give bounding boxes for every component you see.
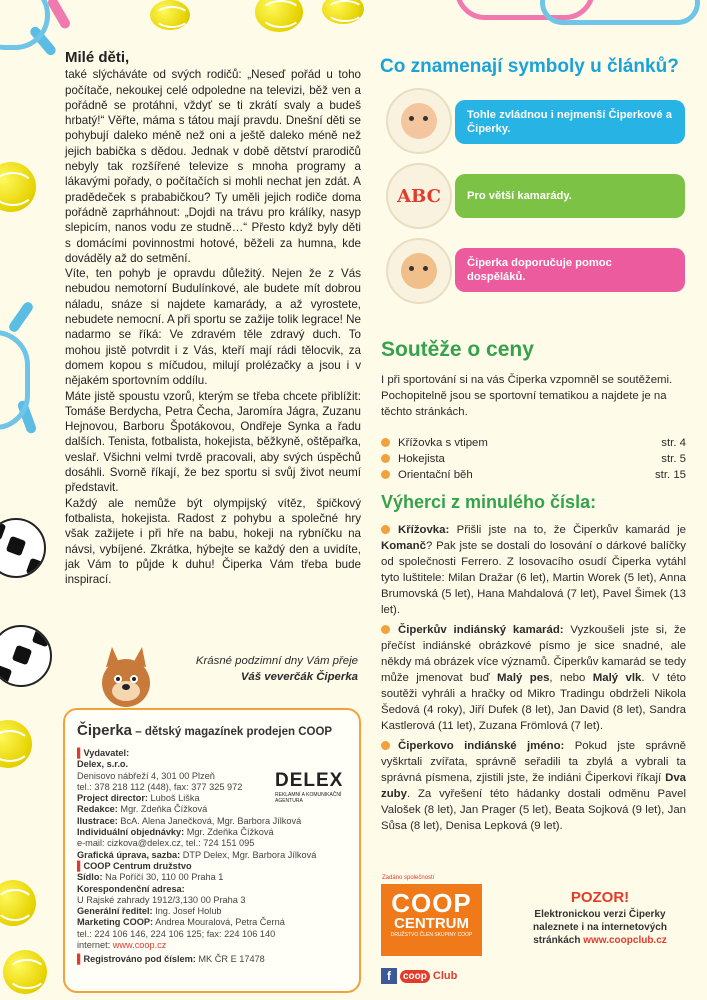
publisher-address: Denisovo nábřeží 4, 301 00 Plzeň — [77, 770, 215, 781]
editor-label: Redakce: — [77, 804, 118, 815]
notice-box — [512, 888, 688, 947]
project-label: Project director: — [77, 793, 148, 804]
editorial-letter — [65, 50, 361, 587]
contact-email: e-mail: cizkova@delex.cz, tel.: 724 151 095 — [77, 838, 255, 849]
tennis-ball-icon — [322, 0, 364, 24]
signature-line: Krásné podzimní dny Vám přeje — [195, 655, 358, 667]
registration-value: MK ČR E 17478 — [198, 954, 265, 965]
correspondence-value: U Rajské zahrady 1912/3,130 00 Praha 3 — [77, 894, 246, 905]
notice-text: stránkách — [533, 935, 584, 946]
internet-label: internet: — [77, 940, 113, 951]
contests-list — [381, 435, 686, 483]
tennis-ball-icon — [255, 0, 303, 32]
letter-greeting: Milé děti, — [65, 49, 130, 66]
winners-paragraph: Křížovka: Přišli jste na to, že Čiperkův kamarád je Komanč? Pak jste se dostali do losování o dárkové balíčky od společnosti Ferrero. Z losovacího osudí Čiperka vytáhl tyto luštitele: Milan Dražar (6 let), Martin Worek (5 let), Anna Brumovská (5 let), Hana Mahdalová (7 let), Pavel Šimek (13 let). — [381, 524, 686, 616]
tennis-ball-icon — [0, 880, 36, 926]
rope-handle-icon — [46, 0, 72, 30]
coop-logo-line2: CENTRUM — [394, 915, 469, 932]
notice-line: naleznete i na internetových — [533, 922, 667, 933]
contests-title: Soutěže o ceny — [381, 338, 534, 361]
abc-label: ABC — [397, 185, 441, 207]
letter-paragraph: Víte, ten pohyb je opravdu důležitý. Nejen že z Vás nebudou nemotorní Budulínkové, ale budete mít dobrou náladu, snáze si najdete kamarády, a až vyrostete, nebudete nemocní. A při sportu se zažije tolik legrace! Ne nadarmo se říká: Ve zdravém těle zdravý duch. To mohou jistě potvrdit i z Vás, kteří mají rádi tělocvik, za domem kopou s míčudou, milují prolézačky a jsou i v nějakém sportovním oddílu. — [65, 267, 361, 388]
imprint-subtitle: – dětský magazínek prodejen COOP — [132, 726, 333, 738]
marketing-label: Marketing COOP: — [77, 917, 154, 928]
coop-label: COOP Centrum družstvo — [83, 860, 192, 871]
coop-logo-tagline: DRUŽSTVO ČLEN SKUPINY COOP — [390, 932, 473, 938]
list-item[interactable] — [381, 435, 686, 451]
contest-page: str. 5 — [661, 453, 686, 465]
coopclub-link[interactable]: www.coopclub.cz — [583, 935, 667, 946]
seat-value: Na Poříčí 30, 110 00 Praha 1 — [105, 872, 224, 883]
letter-signature — [150, 653, 358, 685]
delex-logo-text: DELEX — [275, 770, 344, 791]
contest-page: str. 4 — [661, 437, 686, 449]
soccer-ball-icon — [0, 625, 52, 687]
coop-logo-small: coop — [400, 970, 430, 983]
delex-tagline: REKLAMNÍ A KOMUNIKAČNÍ AGENTURA — [275, 792, 342, 804]
winners-text — [381, 522, 686, 838]
director-value: Ing. Josef Holub — [155, 906, 222, 917]
winners-paragraph: Čiperkovo indiánské jméno: Pokud jste správně vyškrtali zvířata, správně seřadili ta zbylá a vybrali ta správná písmena, zjistili jste, že indiáni Čiperkovi říkají Dva zuby. Za vyřešení této hádanky dostali odměnu Pavel Valošek (8 let), Jan Prager (5 let), Beata Sojková (9 let), Jan Sůsa (8 let), Denisa Lepková (9 let). — [381, 740, 686, 832]
contest-name: Křížovka s vtipem — [398, 437, 488, 449]
publisher-label: Vydavatel: — [83, 748, 130, 758]
baby-face-icon — [386, 88, 452, 154]
symbol-item-little: Tohle zvládnou i nejmenší Čiperkové a Čiperky. — [455, 100, 685, 144]
list-item[interactable] — [381, 467, 686, 483]
design-value: DTP Delex, Mgr. Barbora Jílková — [182, 849, 317, 860]
marketing-value: Andrea Mouralová, Petra Černá — [155, 917, 285, 928]
tennis-ball-icon — [3, 950, 47, 994]
family-icon — [386, 238, 452, 304]
club-label: Club — [432, 970, 458, 982]
correspondence-label: Korespondenční adresa: — [77, 883, 185, 894]
imprint-title — [77, 722, 332, 739]
illustration-value: BcA. Alena Janečková, Mgr. Barbora Jílková — [120, 815, 302, 826]
publisher-phone: tel.: 378 218 112 (448), fax: 377 325 972 — [77, 781, 243, 792]
letter-paragraph: Každý ale nemůže být olympijský vítěz, špičkový fotbalista, hokejista. Radost z pohybu a společné hry však zažijete i při hře na babu, hokeji na rybníčku na návsi, vybíjené. Zkrátka, hýbejte se každý den a uvidíte, jak Vám to půjde k duhu! Čiperka Vám třeba bude inspirací. — [65, 496, 361, 587]
contests-text: I při sportování si na vás Čiperka vzpomněl se soutěžemi. Pochopitelně jsou se sportovní tematikou a najdete je na těchto stránkách. — [381, 374, 673, 418]
editor-value: Mgr. Zdeňka Čížková — [120, 804, 208, 815]
list-item[interactable] — [381, 451, 686, 467]
illustration-label: Ilustrace: — [77, 815, 118, 826]
contest-name: Orientační běh — [398, 469, 473, 481]
registration-label: Registrováno pod číslem: — [83, 954, 196, 965]
seat-label: Sídlo: — [77, 872, 103, 883]
marketing-phone: tel.: 224 106 146, 224 106 125; fax: 224 106 140 — [77, 928, 276, 939]
sponsor-label: Zadáno společností — [382, 875, 435, 881]
symbols-title: Co znamenají symboly u článků? — [380, 56, 679, 77]
notice-line: Elektronickou verzi Čiperky — [534, 909, 666, 920]
letter-paragraph: Máte jistě spoustu vzorů, kterým se třeba chcete přiblížit: Tomáše Berdycha, Petra Čecha, Jaromíra Jágra, Zuzanu Hejnovou, Barboru Špotákovou, Ondřeje Synka a řadu dalších. Tenista, fotbalista, hokejista, běžkyně, oštěpařka, veslař. Všichni velmi tvrdě pracovali, aby svých úspěchů dosáhli. Svorně říkají, že bez sportu si svůj život neumí představit. — [65, 389, 361, 495]
winners-title: Výherci z minulého čísla: — [381, 492, 597, 512]
contest-name: Hokejista — [398, 453, 445, 465]
winners-paragraph: Čiperkův indiánský kamarád: Vyzkoušeli jste si, že přečíst indiánské obrázkové písmo je sice snadné, ale někdy má obrázek více významů. Čiperkův kamarád se tedy může jmenovat buď Malý pes, nebo Malý vlk. V této soutěži vyhráli a hračky od Mikro Tradingu obdrželi Nikola Šedová (4 roky), Jiří Dufek (8 let), Jan David (8 let), Sandra Kastlerová (11 let), Zuzana Frömlová (7 let). — [381, 624, 686, 732]
tennis-ball-icon — [0, 162, 36, 212]
imprint-box — [63, 708, 361, 993]
notice-title: POZOR! — [570, 889, 630, 906]
project-value: Luboš Liška — [150, 793, 200, 804]
design-label: Grafická úprava, sazba: — [77, 849, 181, 860]
facebook-icon: f — [381, 968, 397, 984]
signature-name: Váš veverčák Čiperka — [240, 671, 358, 683]
internet-link[interactable]: www.coop.cz — [112, 940, 167, 951]
imprint-details: ▌Vydavatel: Delex, s.r.o. Denisovo nábřeží 4, 301 00 Plzeň tel.: 378 218 112 (448), fax: 377 325 972 Project director: Luboš Liška Redakce: Mgr. Zdeňka Čížková Ilustrace: BcA. Alena Janečková, Mgr. Barbora Jílková Individuální objednávky: Mgr. Zdeňka Čížková e-mail: cizkova@delex.cz, tel.: 724 151 095 Grafická úprava, sazba: DTP Delex, Mgr. Barbora Jílková ▌COOP Centrum družstvo Sídlo: Na Poříčí 30, 110 00 Praha 1 Korespondenční adresa: U Rajské zahrady 1912/3,130 00 Praha 3 Generální ředitel: Ing. Josef Holub Marketing COOP: Andrea Mouralová, Petra Černá tel.: 224 106 146, 224 106 125; fax: 224 106 140 internet: www.coop.cz ▌Registrováno pod číslem: MK ČR E 17478 — [77, 748, 347, 966]
coop-club-facebook[interactable] — [381, 966, 482, 986]
coop-logo-line1: COOP — [391, 888, 472, 918]
publisher-name: Delex, s.r.o. — [77, 759, 129, 770]
contest-page: str. 15 — [654, 469, 686, 481]
jump-rope-icon — [540, 0, 700, 25]
director-label: Generální ředitel: — [77, 906, 153, 917]
symbol-item-bigger: Pro větší kamarády. — [455, 174, 685, 218]
rope-handle-icon — [7, 300, 35, 334]
notice-line — [512, 934, 688, 947]
tennis-ball-icon — [0, 720, 32, 768]
tennis-ball-icon — [150, 0, 190, 30]
abc-pencil-icon — [386, 163, 452, 229]
symbol-item-adult-help: Čiperka doporučuje pomoc dospěláků. — [455, 248, 685, 292]
soccer-ball-icon — [0, 518, 46, 578]
imprint-title-name: Čiperka — [77, 722, 133, 739]
letter-paragraph: také slýcháváte od svých rodičů: „Neseď pořád u toho počítače, nekoukej celé odpoledne na televizi, běž ven a pořádně se protáhni, vždyť se ti zkrátí svaly a budeš hrbatý!“ Věřte, máma s tátou mají pravdu. Dnešní děti se pohybují daleko méně než oni a ještě daleko méně než jejich babička s dědou. Jednak v době dětství prarodičů nebyly tak rozšířené televize s mnoha programy a lákavými pořady, o počítačích si mohli nechat jen zdát. A pradědeček s prababičkou? Ty uměli jejich rodiče doma pořádně zaprháhnout: „Dojdi na trávu pro králíky, nasyp slepicím, nanos vodu ze studně…“ Přesto když byly děti s domácími povinnostmi hotové, běželi za humna, kde dováděly až do setmění. — [65, 68, 361, 265]
orders-label: Individuální objednávky: — [77, 827, 185, 838]
coop-centrum-logo — [381, 884, 482, 956]
orders-value: Mgr. Zdeňka Čížková — [186, 827, 274, 838]
